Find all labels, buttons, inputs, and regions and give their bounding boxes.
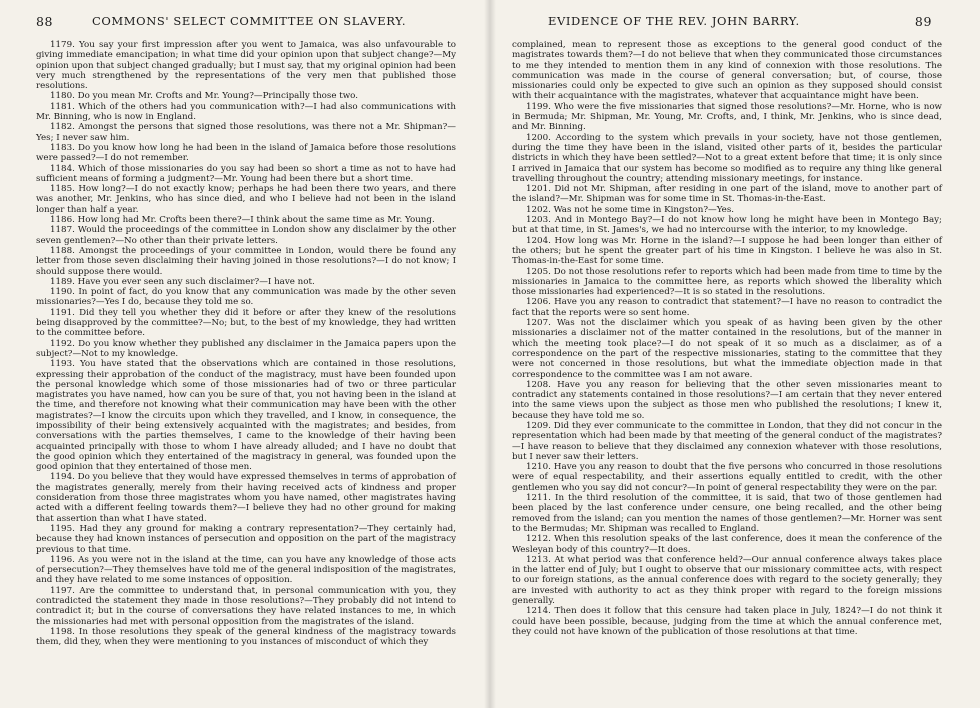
running-head: COMMONS' SELECT COMMITTEE ON SLAVERY. bbox=[92, 14, 407, 28]
running-head: EVIDENCE OF THE REV. JOHN BARRY. bbox=[548, 14, 800, 28]
paragraph: 1203. And in Montego Bay?—I do not know how long he might have been in Montego Bay; but at that time, in St. James's, we had no intercourse with the interior, to my knowledge. bbox=[512, 215, 942, 236]
right-page-header bbox=[500, 14, 932, 30]
paragraph: 1180. Do you mean Mr. Crofts and Mr. Young?—Principally those two. bbox=[50, 91, 359, 102]
paragraph: 1192. Do you know whether they published any disclaimer in the Jamaica papers upon the subject?—Not to my knowledge. bbox=[36, 338, 456, 359]
paragraph: 1190. In point of fact, do you know that any communication was made by the other seven missionaries?—Yes I do, because they told me so. bbox=[36, 287, 456, 308]
paragraph: 1204. How long was Mr. Horne in the island?—I suppose he had been longer than either of the others; but he spent the greater part of his time in Kingston. I believe he was also in St. Thomas-in-the-East for some time. bbox=[512, 235, 942, 267]
paragraph: 1179. You say your first impression after you went to Jamaica, was also unfavourable to giving immediate emancipation; in what time did your opinion upon that subject change?—My opinion upon that subject changed gradually; but I must say, that my original opinion had been very much strengthened by the representations of the very men that published those resolutions. bbox=[36, 40, 456, 92]
paragraph: 1193. You have stated that the observations which are contained in those resolutions, expressing their approbation of the conduct of the magistracy, must have been founded upon the personal knowledge which some of those missionaries had of two or three particular magistrates you have named, how can you be sure of that, you not having been in the island at the time, and therefore not knowing what their communication may have been with the other magistrates?—I know the circuits upon which they travelled, and I know, in consequence, the impossibility of their being extensively acquainted with the magistrates; and besides, from conversations with the parties themselves, I came to the knowledge of their having been acquainted principally with those to whom I have already alluded; and I have no doubt that the good opinion which they entertained of the magistracy in general, was founded upon the good opinion that they entertained of those men. bbox=[36, 359, 456, 473]
left-text-column bbox=[36, 40, 456, 648]
paragraph: 1185. How long?—I do not exactly know; perhaps he had been there two years, and there was another, Mr. Jenkins, who has since died, and who I believe had not been in the island longer than half a year. bbox=[36, 184, 456, 215]
paragraph: 1181. Which of the others had you communication with?—I had also communications with Mr. Binning, who is now in England. bbox=[36, 101, 456, 123]
paragraph: 1200. According to the system which prevails in your society, have not those gentlemen, during the time they have been in the island, visited other parts of it, besides the particular districts in which they have been settled?—Not to a great extent before that time; it is only since I arrived in Jamaica that our system has become so modified as to require any thing like general travelling throughout the country; attending missionary meetings, for instance. bbox=[512, 132, 942, 184]
paragraph: 1186. How long had Mr. Crofts been there?—I think about the same time as Mr. Young. bbox=[50, 215, 435, 226]
right-text-column bbox=[512, 40, 942, 637]
paragraph: 1206. Have you any reason to contradict that statement?—I have no reason to contradict the fact that the reports were so sent home. bbox=[512, 297, 942, 318]
paragraph: 1202. Was not he some time in Kingston?—Yes. bbox=[526, 204, 735, 215]
paragraph: 1191. Did they tell you whether they did it before or after they knew of the resolutions being disapproved by the committee?—No; but, to the best of my knowledge, they had written to the committee before. bbox=[36, 307, 456, 339]
paragraph: 1209. Did they ever communicate to the committee in London, that they did not concur in the representation which had been made by that meeting of the general conduct of the magistrates?—I have reason to believe that they disclaimed any connexion whatever with those resolutions, but I never saw their letters. bbox=[512, 420, 942, 462]
paragraph: 1197. Are the committee to understand that, in personal communication with you, they contradicted the statement they made in those resolutions?—They probably did not intend to contradict it; but in the course of conversations they have related instances to me, in which the missionaries had met with personal opposition from the magistrates of the island. bbox=[36, 585, 456, 627]
paragraph: 1198. In those resolutions they speak of the general kindness of the magistracy towards them, did they, when they were mentioning to you instances of misconduct of which they bbox=[36, 626, 456, 648]
paragraph-continued: complained, mean to represent those as exceptions to the general good conduct of the magistrates towards them?—I do not believe that when they communicated those circumstances to me they intended to mention them in any kind of connexion with those resolutions. The communication was made in the course of general conversation; but, of course, those missionaries could only be expected to give such an opinion as they supposed should consist with their acquaintance with the magistrates, whatever that acquaintance might have been. bbox=[512, 40, 942, 102]
paragraph: 1212. When this resolution speaks of the last conference, does it mean the conference of the Wesleyan body of this country?—It does. bbox=[512, 534, 942, 555]
paragraph: 1194. Do you believe that they would have expressed themselves in terms of approbation of the magistrates generally, merely from their having received acts of kindness and proper consideration from those three magistrates whom you have named, other magistrates having acted with a different feeling towards them?—I believe they had no other ground for making that assertion than what I have stated. bbox=[36, 472, 456, 524]
paragraph: 1199. Who were the five missionaries that signed those resolutions?—Mr. Horne, who is now in Bermuda; Mr. Shipman, Mr. Young, Mr. Crofts, and, I think, Mr. Jenkins, who is since dead, and Mr. Binning. bbox=[512, 101, 942, 133]
paragraph: 1213. At what period was that conference held?—Our annual conference always takes place in the latter end of July; but I ought to observe that our missionary committee acts, with respect to our foreign stations, as the annual conference does with regard to the society generally; they are invested with authority to act as they think proper with regard to the foreign missions generally. bbox=[512, 554, 942, 607]
paragraph: 1211. In the third resolution of the committee, it is said, that two of those gentlemen had been placed by the last conference under censure, one being recalled, and the other being removed from the island; can you mention the names of those gentlemen?—Mr. Horner was sent to the Bermudas; Mr. Shipman was recalled to England. bbox=[512, 493, 942, 534]
paragraph: 1208. Have you any reason for believing that the other seven missionaries meant to contradict any statements contained in those resolutions?—I am certain that they never entered into the same views upon the subject as those men who published the resolutions; I knew it, because they have told me so. bbox=[512, 379, 942, 421]
paragraph: 1201. Did not Mr. Shipman, after residing in one part of the island, move to another part of the island?—Mr. Shipman was for some time in St. Thomas-in-the-East. bbox=[512, 184, 942, 205]
paragraph: 1182. Amongst the persons that signed those resolutions, was there not a Mr. Shipman?—Yes; I never saw him. bbox=[36, 122, 456, 143]
page-number: 89 bbox=[914, 14, 932, 29]
left-page-header bbox=[36, 14, 480, 30]
paragraph: 1183. Do you know how long he had been in the island of Jamaica before those resolutions were passed?—I do not remember. bbox=[36, 142, 456, 164]
paragraph: 1196. As you were not in the island at the time, can you have any knowledge of those acts of persecution?—They themselves have told me of the general indisposition of the magistrates, and they have related to me some instances of opposition. bbox=[36, 554, 456, 586]
paragraph: 1187. Would the proceedings of the committee in London show any disclaimer by the other seven gentlemen?—No other than their private letters. bbox=[36, 225, 456, 246]
paragraph: 1205. Do not those resolutions refer to reports which had been made from time to time by the missionaries in Jamaica to the committee here, as reports which showed the liberality which those missionaries had experienced?—It is so stated in the resolutions. bbox=[512, 266, 942, 298]
paragraph: 1189. Have you ever seen any such disclaimer?—I have not. bbox=[50, 276, 315, 287]
paragraph: 1195. Had they any ground for making a contrary representation?—They certainly had, because they had known instances of persecution and opposition on the part of the magistracy previous to that time. bbox=[36, 523, 456, 555]
page-number: 88 bbox=[36, 14, 54, 29]
paragraph: 1184. Which of those missionaries do you say had been so short a time as not to have had sufficient means of forming a judgment?—Mr. Young had been there but a short time. bbox=[36, 163, 456, 184]
paragraph: 1207. Was not the disclaimer which you speak of as having been given by the other missionaries a disclaimer not of the matter contained in the resolutions, but of the manner in which the meeting took place?—I do not speak of it so much as a disclaimer, as of a correspondence on the part of the respective missionaries, stating to the committee that they were not concerned in those resolutions, but what the immediate objection made in that correspondence to the committee was I am not aware. bbox=[512, 318, 942, 380]
paragraph: 1188. Amongst the proceedings of your committee in London, would there be found any letter from those seven disclaiming their having joined in those resolutions?—I do not know; I should suppose there would. bbox=[36, 245, 456, 277]
right-page bbox=[490, 0, 980, 708]
paragraph: 1210. Have you any reason to doubt that the five persons who concurred in those resolutions were of equal respectability, and their assertions equally entitled to credit, with the other gentlemen who you say did not concur?—In point of general respectability they were on the par. bbox=[512, 462, 942, 493]
paragraph: 1214. Then does it follow that this censure had taken place in July, 1824?—I do not think it could have been possible, because, judging from the time at which the annual conference met, they could not have known of the publication of those resolutions at that time. bbox=[512, 606, 942, 637]
